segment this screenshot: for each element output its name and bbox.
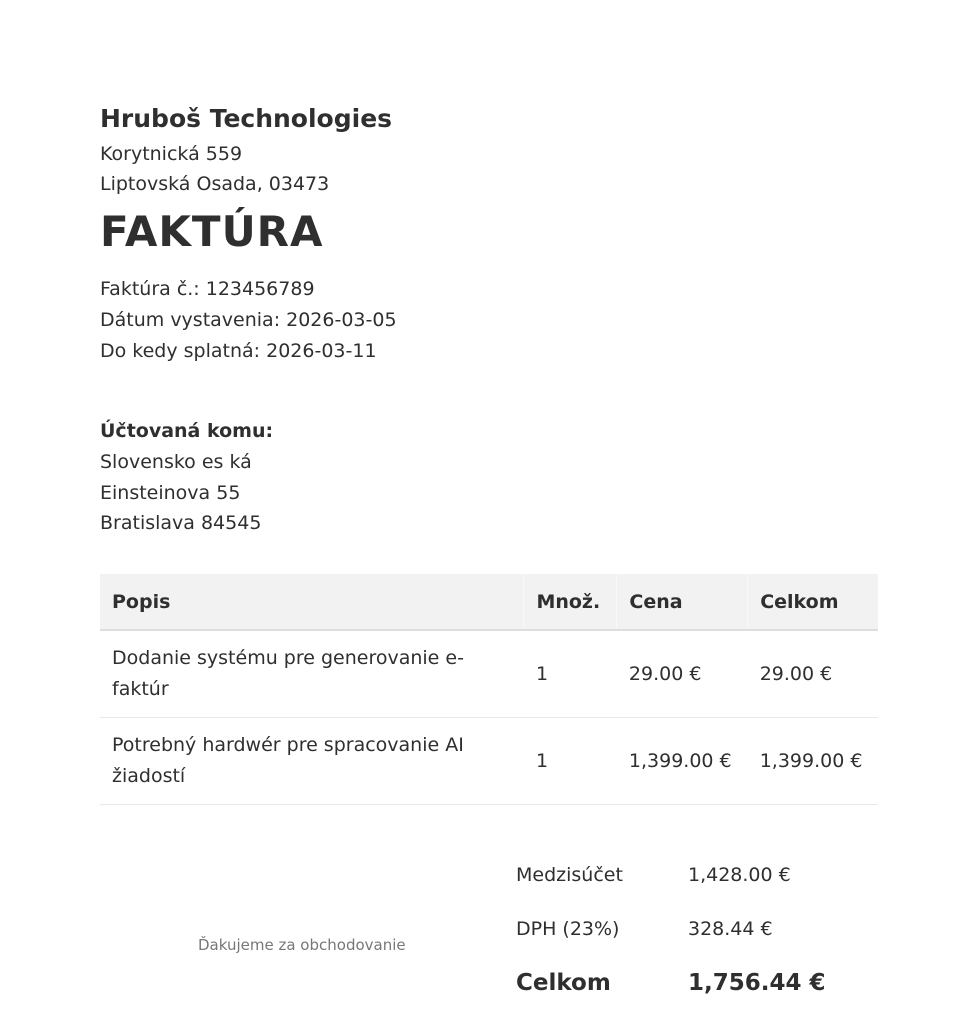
bill-to-heading: Účtovaná komu: bbox=[100, 420, 274, 442]
header-price: Cena bbox=[617, 574, 748, 630]
invoice-number: Faktúra č.: 123456789 bbox=[100, 278, 315, 300]
bill-to-city: Bratislava 84545 bbox=[100, 512, 262, 534]
item-quantity: 1 bbox=[524, 630, 617, 718]
issue-date: Dátum vystavenia: 2026-03-05 bbox=[100, 309, 397, 331]
items-table bbox=[100, 574, 878, 805]
grand-total-value: 1,756.44 € bbox=[688, 970, 826, 996]
header-total: Celkom bbox=[748, 574, 878, 630]
seller-name: Hruboš Technologies bbox=[100, 104, 393, 133]
item-total: 1,399.00 € bbox=[748, 718, 878, 805]
bill-to-name: Slovensko es ká bbox=[100, 451, 252, 473]
item-description: Dodanie systému pre generovanie e-faktúr bbox=[100, 630, 524, 718]
table-row bbox=[100, 718, 878, 805]
seller-city: Liptovská Osada, 03473 bbox=[100, 173, 330, 195]
vat-value: 328.44 € bbox=[688, 918, 773, 940]
grand-total-label: Celkom bbox=[516, 970, 611, 996]
due-date: Do kedy splatná: 2026-03-11 bbox=[100, 340, 377, 362]
thanks-note: Ďakujeme za obchodovanie bbox=[198, 936, 406, 954]
table-header-row bbox=[100, 574, 878, 630]
item-price: 29.00 € bbox=[617, 630, 748, 718]
document-title: FAKTÚRA bbox=[100, 207, 324, 256]
subtotal-value: 1,428.00 € bbox=[688, 864, 791, 886]
vat-label: DPH (23%) bbox=[516, 918, 620, 940]
subtotal-label: Medzisúčet bbox=[516, 864, 623, 886]
header-quantity: Množ. bbox=[524, 574, 617, 630]
item-total: 29.00 € bbox=[748, 630, 878, 718]
bill-to-street: Einsteinova 55 bbox=[100, 482, 241, 504]
seller-street: Korytnická 559 bbox=[100, 143, 243, 165]
item-price: 1,399.00 € bbox=[617, 718, 748, 805]
item-description: Potrebný hardwér pre spracovanie AI žiadostí bbox=[100, 718, 524, 805]
item-quantity: 1 bbox=[524, 718, 617, 805]
header-description: Popis bbox=[100, 574, 524, 630]
table-row bbox=[100, 630, 878, 718]
